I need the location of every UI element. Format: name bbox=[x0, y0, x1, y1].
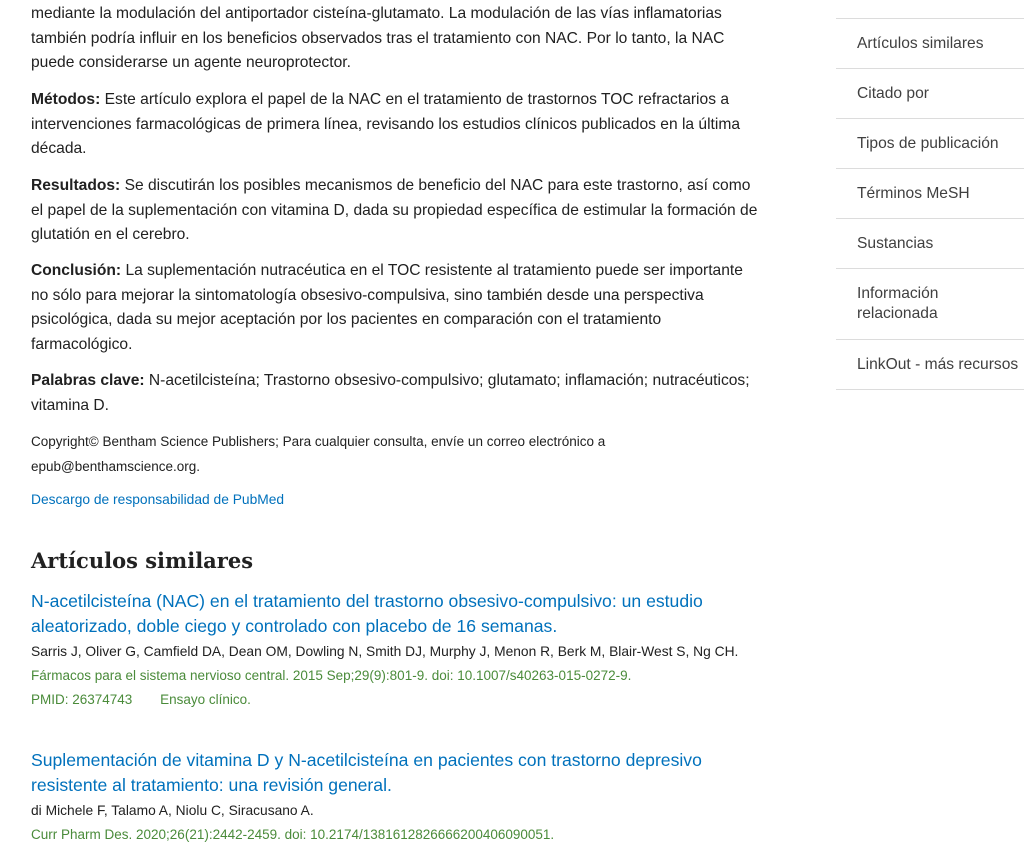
sidebar-item-similar-articles[interactable] bbox=[836, 19, 1024, 69]
sidebar-item-label: LinkOut - más recursos bbox=[857, 356, 1019, 373]
abstract-intro-paragraph: mediante la modulación del antiportador cisteína-glutamato. La modulación de las vías inflamatorias también podría influir en los beneficios observados tras el tratamiento con NAC. Por lo tanto, la NAC puede considerarse un agente neuroprotector. bbox=[31, 5, 725, 72]
similar-article-authors: di Michele F, Talamo A, Niolu C, Siracusano A. bbox=[31, 803, 314, 818]
similar-article-title-link[interactable]: N-acetilcisteína (NAC) en el tratamiento del trastorno obsesivo-compulsivo: un estudio aleatorizado, doble ciego y controlado con placebo de 16 semanas. bbox=[31, 591, 703, 636]
sidebar-item-linkout[interactable] bbox=[836, 340, 1024, 390]
results-text: Se discutirán los posibles mecanismos de beneficio del NAC para este trastorno, así como el papel de la suplementación con vitamina D, dada su propiedad específica de estimular la formación de glutatión en el cerebro. bbox=[31, 177, 758, 244]
pubmed-disclaimer-link[interactable]: Descargo de responsabilidad de PubMed bbox=[31, 492, 285, 507]
copyright-notice: Copyright© Bentham Science Publishers; Para cualquier consulta, envíe un correo electrónico a epub@benthamscience.org. bbox=[31, 434, 606, 474]
similar-articles-heading: Artículos similares bbox=[31, 548, 254, 573]
sidebar-item-label: Información relacionada bbox=[857, 285, 939, 322]
sidebar-item-publication-types[interactable] bbox=[836, 119, 1024, 169]
conclusion-text: La suplementación nutracéutica en el TOC resistente al tratamiento puede ser importante no sólo para mejorar la sintomatología obsesivo-compulsiva, sino también desde una perspectiva psicológica, dada su mejor aceptación por los pacientes en comparación con el tratamiento farmacológico. bbox=[31, 262, 743, 353]
methods-label: Métodos: bbox=[31, 91, 101, 108]
sidebar-item-label: Artículos similares bbox=[857, 35, 984, 52]
methods-paragraph bbox=[31, 88, 761, 162]
keywords-text: N-acetilcisteína; Trastorno obsesivo-compulsivo; glutamato; inflamación; nutracéuticos; vitamina D. bbox=[31, 372, 750, 414]
conclusion-paragraph bbox=[31, 259, 761, 357]
similar-article-citation: Curr Pharm Des. 2020;26(21):2442-2459. doi: 10.2174/1381612826666200406090051. bbox=[31, 827, 555, 842]
sidebar-item-mesh-terms[interactable] bbox=[836, 169, 1024, 219]
sidebar-item-label: Citado por bbox=[857, 85, 929, 102]
similar-article-item bbox=[31, 748, 761, 847]
results-paragraph bbox=[31, 174, 761, 248]
sidebar-item-cited-by[interactable] bbox=[836, 69, 1024, 119]
sidebar-item-substances[interactable] bbox=[836, 219, 1024, 269]
keywords-paragraph bbox=[31, 369, 761, 418]
similar-article-pmid: PMID: 26374743 bbox=[31, 692, 133, 707]
keywords-label: Palabras clave: bbox=[31, 372, 145, 389]
methods-text: Este artículo explora el papel de la NAC en el tratamiento de trastornos TOC refractarios a intervenciones farmacológicas de primera línea, revisando los estudios clínicos publicados en la última década. bbox=[31, 91, 741, 158]
conclusion-label: Conclusión: bbox=[31, 262, 122, 279]
similar-article-item bbox=[31, 589, 761, 712]
similar-article-type: Ensayo clínico. bbox=[160, 692, 251, 707]
sidebar-item-related-information[interactable] bbox=[836, 269, 1024, 340]
results-label: Resultados: bbox=[31, 177, 121, 194]
similar-article-citation: Fármacos para el sistema nervioso central. 2015 Sep;29(9):801-9. doi: 10.1007/s40263-015-0272-9. bbox=[31, 668, 632, 683]
similar-article-title-link[interactable]: Suplementación de vitamina D y N-acetilcisteína en pacientes con trastorno depresivo resistente al tratamiento: una revisión general. bbox=[31, 750, 702, 795]
sidebar-item-label: Términos MeSH bbox=[857, 185, 970, 202]
sidebar-item-label: Sustancias bbox=[857, 235, 934, 252]
similar-article-authors: Sarris J, Oliver G, Camfield DA, Dean OM, Dowling N, Smith DJ, Murphy J, Menon R, Berk M, Blair-West S, Ng CH. bbox=[31, 644, 739, 659]
similar-article-meta bbox=[31, 688, 761, 712]
sidebar-item-label: Tipos de publicación bbox=[857, 135, 999, 152]
